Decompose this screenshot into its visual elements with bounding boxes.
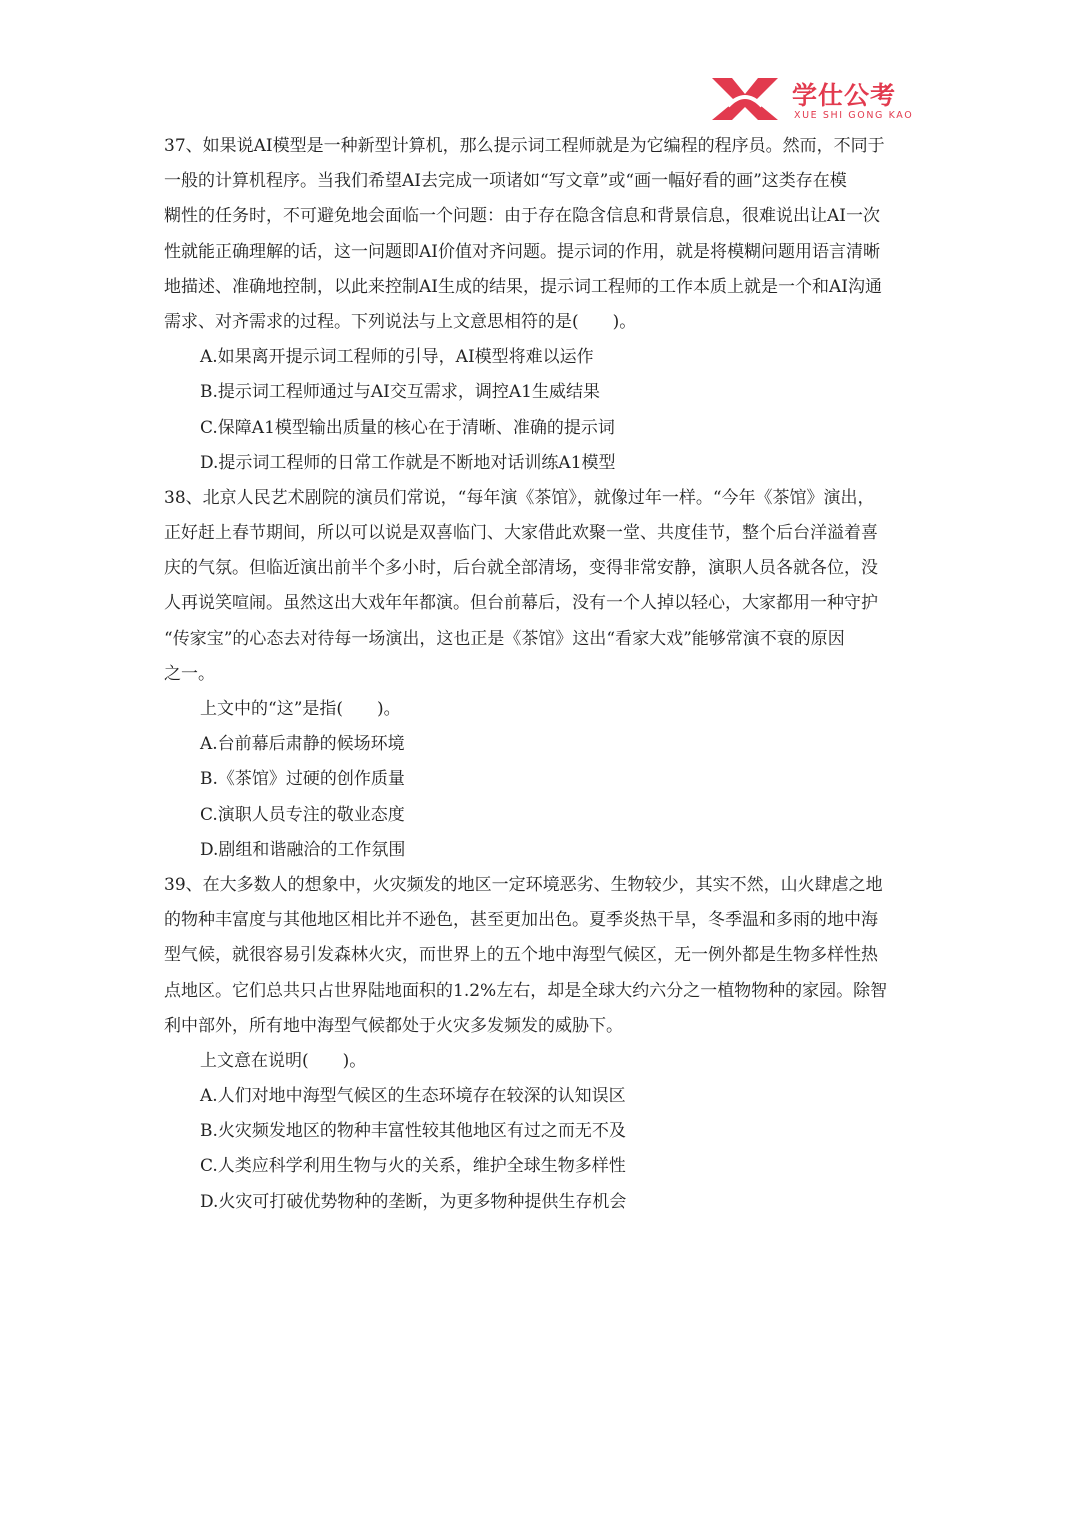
question-stem-line: 之一。 [164,663,215,684]
question-stem-line: 一般的计算机程序。当我们希望AI去完成一项诸如“写文章”或“画一幅好看的画”这类存在模 [164,171,847,192]
option-b: B.提示词工程师通过与AI交互需求，调控A1生威结果 [200,382,600,403]
question-stem-line: 性就能正确理解的话，这一问题即AI价值对齐问题。提示词的作用，就是将模糊问题用语言清晰 [164,241,880,262]
brand-name-cn: 学仕公考 [792,81,897,110]
question-stem-line: 需求、对齐需求的过程。下列说法与上文意思相符的是( )。 [164,311,637,332]
question-stem-line: 糊性的任务时，不可避免地会面临一个问题：由于存在隐含信息和背景信息，很难说出让AI一次 [164,206,880,227]
question-stem-line: 38、北京人民艺术剧院的演员们常说，“每年演《茶馆》，就像过年一样。“今年《茶馆》演出， [164,487,875,508]
question-stem-line: 人再说笑喧闹。虽然这出大戏年年都演。但台前幕后，没有一个人掉以轻心，大家都用一种守护 [164,593,878,614]
brand-x-mark-icon [708,74,782,124]
brand-logo [708,74,928,126]
exam-questions [164,129,924,1220]
question-38 [164,481,924,868]
option-d: D.提示词工程师的日常工作就是不断地对话训练A1模型 [200,452,616,473]
question-stem-line: 地描述、准确地控制，以此来控制AI生成的结果，提示词工程师的工作本质上就是一个和AI沟通 [164,276,882,297]
option-d: D.剧组和谐融洽的工作氛围 [200,839,406,860]
question-stem-line: 的物种丰富度与其他地区相比并不逊色，甚至更加出色。夏季炎热干旱，冬季温和多雨的地中海 [164,910,878,931]
option-d: D.火灾可打破优势物种的垄断，为更多物种提供生存机会 [200,1191,627,1212]
question-prompt: 上文中的“这”是指( )。 [200,699,401,719]
option-c: C.保障A1模型输出质量的核心在于清晰、准确的提示词 [200,417,615,438]
option-b: B.《茶馆》过硬的创作质量 [200,769,405,790]
question-stem-line: 型气候，就很容易引发森林火灾，而世界上的五个地中海型气候区，无一例外都是生物多样性热 [164,945,878,966]
brand-name-en: XUE SHI GONG KAO [794,110,914,121]
question-39 [164,868,924,1220]
option-a: A.人们对地中海型气候区的生态环境存在较深的认知误区 [200,1086,626,1107]
option-c: C.人类应科学利用生物与火的关系，维护全球生物多样性 [200,1156,626,1177]
question-37 [164,129,924,481]
option-a: A.台前幕后肃静的候场环境 [200,734,405,755]
question-stem-line: 正好赶上春节期间，所以可以说是双喜临门、大家借此欢聚一堂、共度佳节，整个后台洋溢着喜 [164,523,878,544]
question-stem-line: “传家宝”的心态去对待每一场演出，这也正是《茶馆》这出“看家大戏”能够常演不衰的原因 [164,628,845,649]
question-stem-line: 37、如果说AI模型是一种新型计算机，那么提示词工程师就是为它编程的程序员。然而，不同于 [164,136,885,156]
question-stem-line: 39、在大多数人的想象中，火灾频发的地区一定环境恶劣、生物较少，其实不然，山火肆虐之地 [164,874,883,895]
option-c: C.演职人员专注的敬业态度 [200,804,405,825]
question-stem-line: 庆的气氛。但临近演出前半个多小时，后台就全部清场，变得非常安静，演职人员各就各位，没 [164,558,878,579]
option-b: B.火灾频发地区的物种丰富性较其他地区有过之而无不及 [200,1121,626,1142]
option-a: A.如果离开提示词工程师的引导，AI模型将难以运作 [200,347,594,368]
question-stem-line: 点地区。它们总共只占世界陆地面积的1.2%左右，却是全球大约六分之一植物物种的家园。除智 [164,980,888,1001]
question-stem-line: 利中部外，所有地中海型气候都处于火灾多发频发的威胁下。 [164,1015,623,1036]
question-prompt: 上文意在说明( )。 [200,1050,367,1071]
